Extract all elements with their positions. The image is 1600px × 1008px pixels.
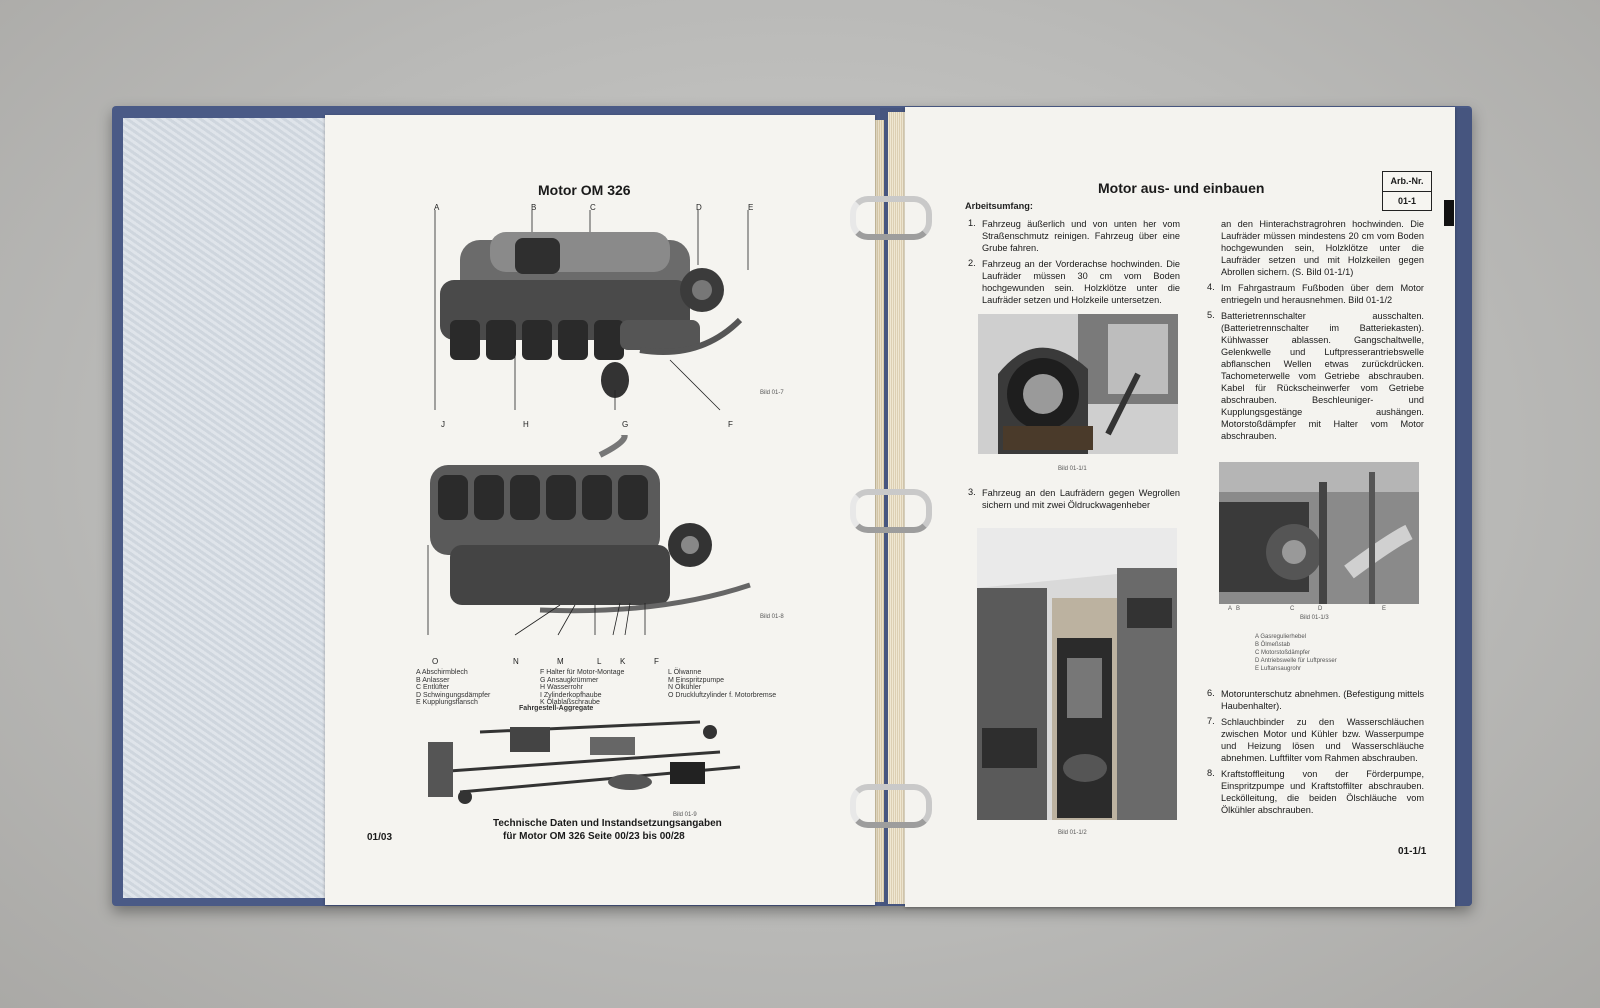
item-number: 1. — [968, 218, 976, 228]
photo-legend — [1255, 634, 1337, 674]
callout-letter: F — [654, 657, 659, 666]
chassis-subheading: Fahrgestell-Aggregate — [519, 705, 594, 712]
index-tab — [1444, 200, 1454, 226]
chassis-illustration — [420, 712, 750, 812]
legend-entry: F Halter für Motor-Montage — [540, 669, 625, 676]
photo-legend-entry: C Motorstoßdämpfer — [1255, 650, 1311, 656]
photo-engine-bay — [1219, 462, 1419, 604]
callout-letter: G — [622, 420, 629, 429]
item-text: Im Fahrgastraum Fußboden über dem Motor entriegeln und herausnehmen. Bild 01-1/2 — [1221, 283, 1424, 305]
photo-legend-entry: D Antriebswelle für Luftpresser — [1255, 658, 1337, 664]
callout-letter: F — [728, 420, 733, 429]
photo-callout-letter: C — [1290, 606, 1295, 612]
callout-letter: K — [620, 657, 626, 666]
legend-entry: G Ansaugkrümmer — [540, 676, 599, 684]
work-number-value: 01-1 — [1397, 196, 1416, 206]
instruction-item — [968, 258, 1180, 306]
photo-callout-letter: D — [1318, 606, 1323, 612]
legend-entry: E Kupplungsflansch — [416, 699, 478, 706]
legend-entry: I Zylinderkopfhaube — [540, 691, 602, 699]
instructions-column-2 — [1207, 218, 1424, 446]
callout-letter: C — [590, 203, 596, 212]
item-text: Fahrzeug an der Vorderachse hochwinden. Die Laufräder müssen 30 cm vom Boden hochgewunden sein. Holzklötze unter die Laufräder setzen und Holzkeile untersetzen. — [982, 259, 1180, 305]
legend-entry: C Entlüfter — [416, 684, 450, 691]
item-number: 4. — [1207, 282, 1215, 292]
callout-letter: A — [434, 203, 440, 212]
right-page-number: 01-1/1 — [1398, 846, 1427, 857]
work-number-label: Arb.-Nr. — [1383, 172, 1431, 192]
photo-callout-letter: A — [1228, 606, 1233, 612]
caption-bild-01-1-1: Bild 01-1/1 — [1058, 466, 1087, 472]
item-text: Schlauchbinder zu den Wasserschläuchen zwischen Motor und Kühler bzw. Wasserpumpe und Heizung lösen und Wasserschläuche abnehmen. Luftfilter vom Rahmen abschrauben. — [1221, 717, 1424, 763]
instruction-item — [968, 487, 1180, 511]
photo-callout-letter: B — [1236, 606, 1241, 612]
instruction-item — [1207, 768, 1424, 816]
item-number: 7. — [1207, 716, 1215, 726]
callout-letter: D — [696, 203, 702, 212]
photo-callout-letter: E — [1382, 606, 1387, 612]
left-page-title: Motor OM 326 — [538, 182, 631, 198]
item-number: 2. — [968, 258, 976, 268]
left-page-number: 01/03 — [367, 832, 393, 843]
marbled-endpaper — [123, 118, 345, 898]
item-text: Fahrzeug äußerlich und von unten her vom Straßenschmutz reinigen. Fahrzeug über eine Grube fahren. — [982, 219, 1180, 253]
engine-illustration-2 — [420, 435, 760, 645]
photo-bus-interior — [977, 528, 1177, 820]
photo-legend-entry: E Luftansaugrohr — [1255, 666, 1302, 672]
legend-entry: M Einspritzpumpe — [668, 676, 725, 684]
binder-ring-bottom — [850, 784, 932, 828]
item-text: Motorunterschutz abnehmen. (Befestigung mittels Haubenhalter). — [1221, 689, 1424, 711]
item-number: 8. — [1207, 768, 1215, 778]
instructions-column-2b — [1207, 688, 1424, 820]
callout-letter: J — [441, 420, 445, 429]
legend-entry: D Schwingungsdämpfer — [416, 691, 491, 699]
callout-letter: E — [748, 203, 754, 212]
callout-letter: H — [523, 420, 529, 429]
instruction-item — [1207, 282, 1424, 306]
item-text: Batterietrennschalter ausschalten. (Batterietrennschalter im Batteriekasten). Kühlwasser ablassen. Gangschaltwelle, Gelenkwelle und Luftpresserantriebswelle abflanschen Wellen etwas zurückdrücken. Tachometerwelle vom Getriebe abschrauben. Kabel für Rückscheinwerfer vom Getriebe abschrauben. Beschleuniger- und Kupplungsgestänge aushängen. Motorstoßdämpfer mit Halter vom Motor abschrauben. — [1221, 311, 1424, 441]
item-text: Kraftstoffleitung von der Förderpumpe, Einspritzpumpe und Kraftstoffilter abschrauben. Leckölleitung, die beiden Ölschläuche vom Ölkühler abschrauben. — [1221, 769, 1424, 815]
footer-line-1: Technische Daten und Instandsetzungsangaben — [493, 818, 722, 829]
instructions-column-1 — [968, 218, 1180, 310]
photo-legend-entry: A Gasregulierhebel — [1255, 634, 1307, 640]
callout-letter: M — [557, 657, 564, 666]
caption-bild-01-1-2: Bild 01-1/2 — [1058, 830, 1087, 836]
photo-legend-entry: B Ölmeßstab — [1255, 642, 1291, 648]
caption-bild-01-8: Bild 01-8 — [760, 614, 784, 620]
item-number: 3. — [968, 487, 976, 497]
engine-illustration-1 — [420, 210, 760, 420]
legend-entry: L Ölwanne — [668, 669, 702, 676]
photo-bus-wheel — [978, 314, 1178, 454]
instruction-item — [1207, 310, 1424, 442]
instruction-item — [1207, 716, 1424, 764]
caption-bild-01-9: Bild 01-9 — [673, 812, 697, 818]
callout-letter: B — [531, 203, 537, 212]
callout-letter: L — [597, 657, 602, 666]
binder-ring-top — [850, 196, 932, 240]
instruction-item — [1207, 688, 1424, 712]
footer-line-2: für Motor OM 326 Seite 00/23 bis 00/28 — [503, 831, 685, 842]
work-number-box — [1382, 171, 1432, 211]
callout-letter: N — [513, 657, 519, 666]
instruction-item — [968, 218, 1180, 254]
legend-entry: B Anlasser — [416, 676, 450, 684]
section-heading: Arbeitsumfang: — [965, 201, 1033, 211]
legend-entry: K Ölablaßschraube — [540, 699, 600, 706]
right-page-title: Motor aus- und einbauen — [1098, 180, 1265, 196]
item-text: Fahrzeug an den Laufrädern gegen Wegrollen sichern und mit zwei Öldruckwagenheber — [982, 488, 1180, 510]
legend-entry: N Ölkühler — [668, 684, 702, 691]
legend-entry: O Druckluftzylinder f. Motorbremse — [668, 691, 777, 699]
legend-entry: A Abschirmblech — [416, 669, 468, 676]
caption-bild-01-7: Bild 01-7 — [760, 390, 784, 396]
item-number: 5. — [1207, 310, 1215, 320]
instruction-item-3 — [968, 487, 1180, 515]
binder-ring-middle — [850, 489, 932, 533]
item-number: 6. — [1207, 688, 1215, 698]
caption-bild-01-1-3: Bild 01-1/3 — [1300, 615, 1329, 621]
legend-entry: H Wasserrohr — [540, 684, 583, 691]
callout-letter: O — [432, 657, 439, 666]
item-2-continued: an den Hinterachstragrohren hochwinden. Die Laufräder müssen mindestens 20 cm vom Boden hochgewunden sein, Holzklötze unter die Laufräder setzen und mit Holzkeilen gegen Abrollen sichern. (S. Bild 01-1/1) — [1221, 219, 1424, 277]
